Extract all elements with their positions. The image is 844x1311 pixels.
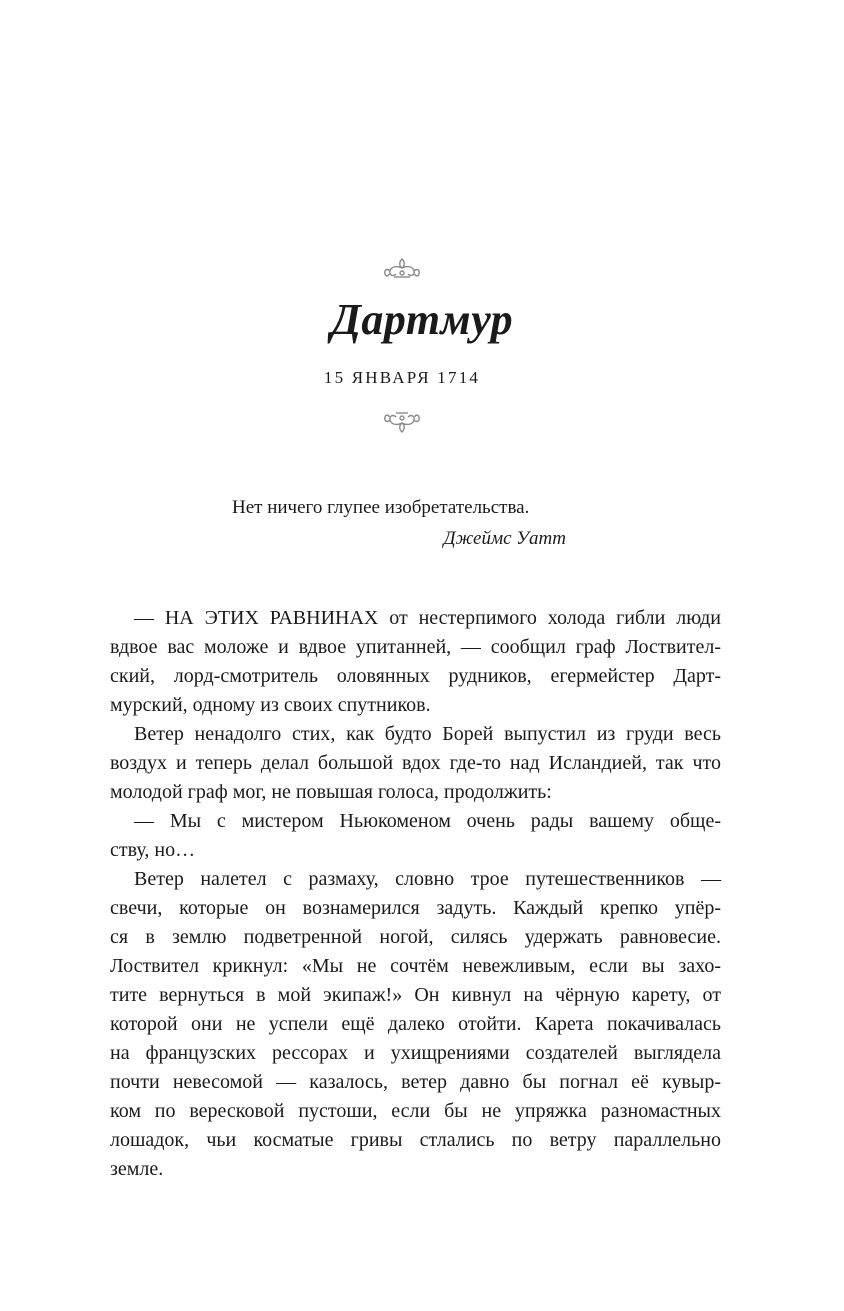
body-line: мурский, одному из своих спутников. — [110, 694, 431, 716]
body-line: молодой граф мог, не повышая голоса, продолжить: — [110, 781, 552, 803]
body-line: ся в землю подветренной ногой, силясь удержать равновесие. — [110, 926, 721, 948]
bottom-ornament-icon — [382, 410, 422, 434]
body-line: вдвое вас моложе и вдвое упитанней, — сообщил граф Лоствител- — [110, 636, 721, 658]
body-line: тите вернуться в мой экипаж!» Он кивнул на чёрную карету, от — [110, 984, 721, 1006]
epigraph-quote: Нет ничего глупее изобретательства. — [232, 497, 530, 518]
body-line: которой они не успели ещё далеко отойти. Карета покачивалась — [110, 1013, 721, 1035]
chapter-title: Дартмур — [330, 295, 514, 344]
body-line: Лоствител крикнул: «Мы не сочтём невежливым, если вы захо- — [110, 955, 721, 977]
body-line: лошадок, чьи косматые гривы стлались по ветру параллельно — [110, 1129, 721, 1151]
body-line: земле. — [110, 1158, 164, 1180]
body-line: ский, лорд-смотритель оловянных рудников, егермейстер Дарт- — [110, 665, 721, 687]
body-line: свечи, которые он вознамерился задуть. Каждый крепко упёр- — [110, 897, 721, 919]
body-line: Ветер ненадолго стих, как будто Борей выпустил из груди весь — [134, 723, 721, 745]
body-line: воздух и теперь делал большой вдох где-то над Исландией, так что — [110, 752, 721, 774]
body-line: Ветер налетел с размаху, словно трое путешественников — — [134, 868, 721, 890]
body-line: ком по вересковой пустоши, если бы не упряжка разномастных — [110, 1100, 721, 1122]
chapter-date: 15 ЯНВАРЯ 1714 — [323, 368, 481, 387]
top-ornament-icon — [382, 256, 422, 280]
epigraph — [232, 492, 572, 554]
body-line: на французских рессорах и ухищрениями создателей выглядела — [110, 1042, 721, 1064]
body-line: ству, но… — [110, 839, 196, 861]
body-line: — НА ЭТИХ РАВНИНАХ от нестерпимого холода гибли люди — [134, 607, 721, 629]
epigraph-author: Джеймс Уатт — [443, 528, 566, 549]
body-line: — Мы с мистером Ньюкоменом очень рады вашему обще- — [134, 810, 721, 832]
body-line: почти невесомой — казалось, ветер давно бы погнал её кувыр- — [110, 1071, 721, 1093]
body-text — [110, 604, 721, 1184]
